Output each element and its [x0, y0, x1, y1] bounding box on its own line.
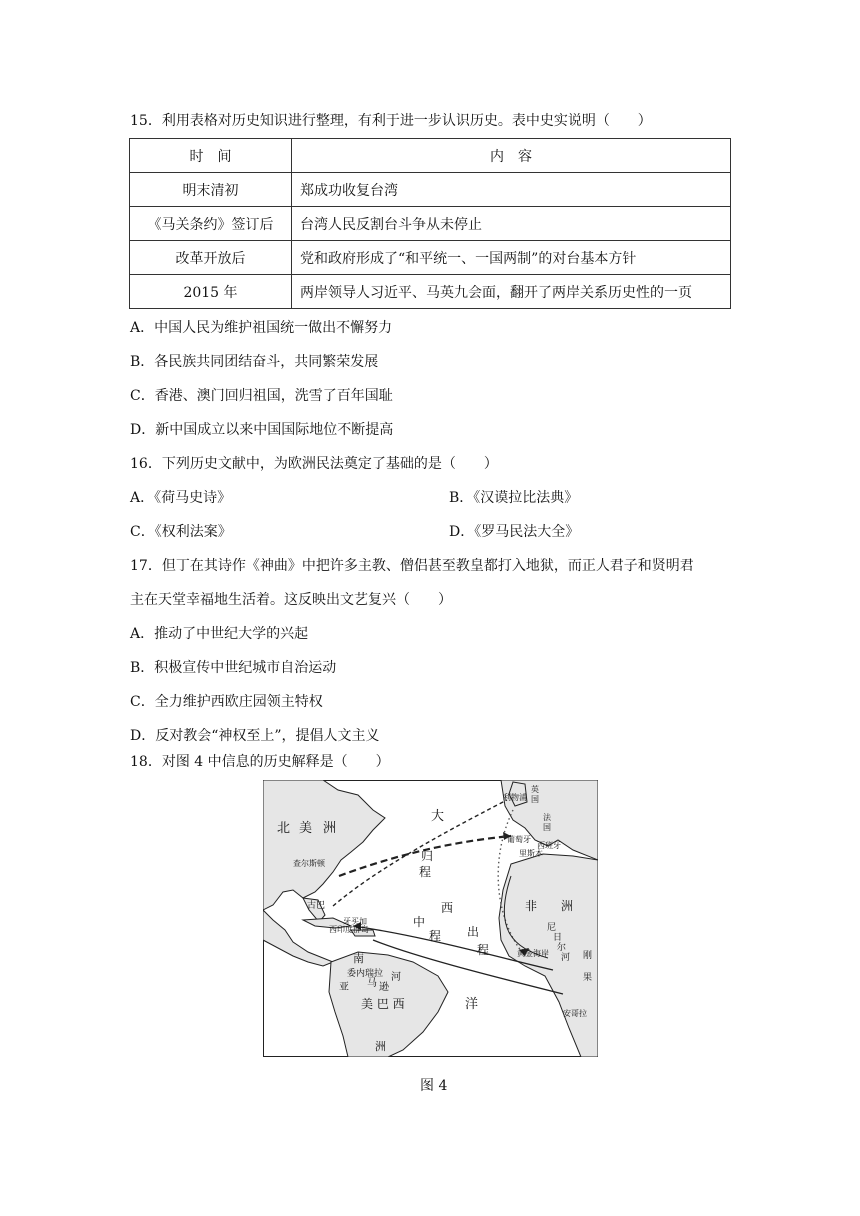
map-label: 西班牙 — [537, 841, 561, 850]
q16-option-a: A．《荷马史诗》 — [130, 490, 232, 506]
map-label: 河 — [391, 972, 401, 983]
table-cell: 2015 年 — [130, 275, 292, 309]
map-label: 委内瑞拉 — [347, 969, 384, 979]
map-label: 尔 — [557, 943, 567, 953]
figure-caption: 图 4 — [420, 1078, 448, 1094]
table-row — [130, 275, 731, 309]
q16-option-c: C．《权利法案》 — [130, 524, 232, 540]
map-label: 河 — [561, 953, 571, 963]
q15-option-c: C．香港、澳门回归祖国，洗雪了百年国耻 — [130, 388, 393, 404]
map-label: 洲 — [323, 821, 337, 836]
map-label: 马 — [367, 978, 377, 989]
table-cell: 《马关条约》签订后 — [130, 207, 292, 241]
table-cell: 明末清初 — [130, 173, 292, 207]
table-cell: 党和政府形成了“和平统一、一国两制”的对台基本方针 — [292, 241, 731, 275]
q17-option-a: A．推动了中世纪大学的兴起 — [130, 626, 309, 642]
map-label: 洲 — [561, 899, 574, 913]
table-row — [130, 207, 731, 241]
map-label: 法 — [543, 813, 551, 822]
table-row — [130, 241, 731, 275]
map-label: 国 — [531, 795, 539, 804]
map-label: 亚 — [339, 982, 349, 993]
map-label: 洲 — [375, 1040, 386, 1053]
q15-stem: 15．利用表格对历史知识进行整理，有利于进一步认识历史。表中史实说明（ ） — [130, 113, 652, 129]
map-label: 里斯本 — [519, 849, 543, 858]
map-label: 黄金海岸 — [517, 949, 549, 958]
map-label: 英 — [531, 785, 539, 794]
map-label: 果 — [583, 973, 593, 983]
table-header-row — [130, 139, 731, 173]
map-label: 程 — [419, 865, 432, 879]
triangle-trade-map — [263, 780, 598, 1057]
q17-option-c: C．全力维护西欧庄园领主特权 — [130, 694, 323, 710]
map-label: 尼 — [547, 923, 557, 933]
map-label: 美 — [299, 821, 313, 836]
table-cell: 郑成功收复台湾 — [292, 173, 731, 207]
map-label: 安哥拉 — [563, 1009, 587, 1018]
map-label: 国 — [543, 823, 551, 832]
q16-option-d: D．《罗马民法大全》 — [449, 524, 580, 540]
map-label: 葡萄牙 — [507, 835, 531, 844]
map-label: 日 — [553, 933, 563, 943]
map-label: 查尔斯顿 — [293, 859, 325, 868]
q17-option-d: D．反对教会“神权至上”，提倡人文主义 — [130, 728, 380, 744]
table-row — [130, 173, 731, 207]
q18-stem: 18．对图 4 中信息的历史解释是（ ） — [130, 754, 390, 770]
map-label: 刚 — [583, 951, 593, 961]
q15-option-d: D．新中国成立以来中国国际地位不断提高 — [130, 422, 394, 438]
q15-option-b: B．各民族共同团结奋斗，共同繁荣发展 — [130, 354, 379, 370]
q16-option-b: B．《汉谟拉比法典》 — [449, 490, 579, 506]
map-label: 利物浦 — [503, 793, 527, 802]
q17-stem-line2: 主在天堂幸福地生活着。这反映出文艺复兴（ ） — [130, 592, 452, 608]
map-label: 出 — [467, 925, 480, 939]
map-label: 西 — [441, 901, 454, 915]
q16-stem: 16．下列历史文献中，为欧洲民法奠定了基础的是（ ） — [130, 456, 498, 472]
q17-stem-line1: 17．但丁在其诗作《神曲》中把许多主教、僧侣甚至教皇都打入地狱，而正人君子和贤明君 — [130, 558, 694, 574]
map-label: 中 — [413, 915, 426, 929]
history-table — [129, 138, 731, 309]
map-label: 逊 — [379, 982, 389, 993]
map-label: 归 — [421, 849, 434, 863]
map-label: 程 — [429, 929, 442, 943]
map-label: 非 — [525, 899, 538, 913]
map-label: 西印度群岛 — [329, 925, 369, 934]
map-label: 南 — [353, 952, 364, 965]
table-cell: 改革开放后 — [130, 241, 292, 275]
table-cell: 两岸领导人习近平、马英九会面，翻开了两岸关系历史性的一页 — [292, 275, 731, 309]
map-label: 牙买加 — [343, 917, 367, 926]
map-label: 古巴 — [307, 901, 326, 911]
map-label: 大 — [431, 809, 445, 824]
map-label: 程 — [477, 943, 490, 957]
map-label: 美 巴 西 — [361, 997, 405, 1011]
table-cell: 台湾人民反割台斗争从未停止 — [292, 207, 731, 241]
table-header-time: 时 间 — [130, 139, 292, 173]
q17-option-b: B．积极宣传中世纪城市自治运动 — [130, 660, 337, 676]
q15-option-a: A．中国人民为维护祖国统一做出不懈努力 — [130, 320, 393, 336]
map-label: 北 — [277, 821, 291, 836]
table-header-content: 内 容 — [292, 139, 731, 173]
map-label: 洋 — [465, 997, 479, 1012]
